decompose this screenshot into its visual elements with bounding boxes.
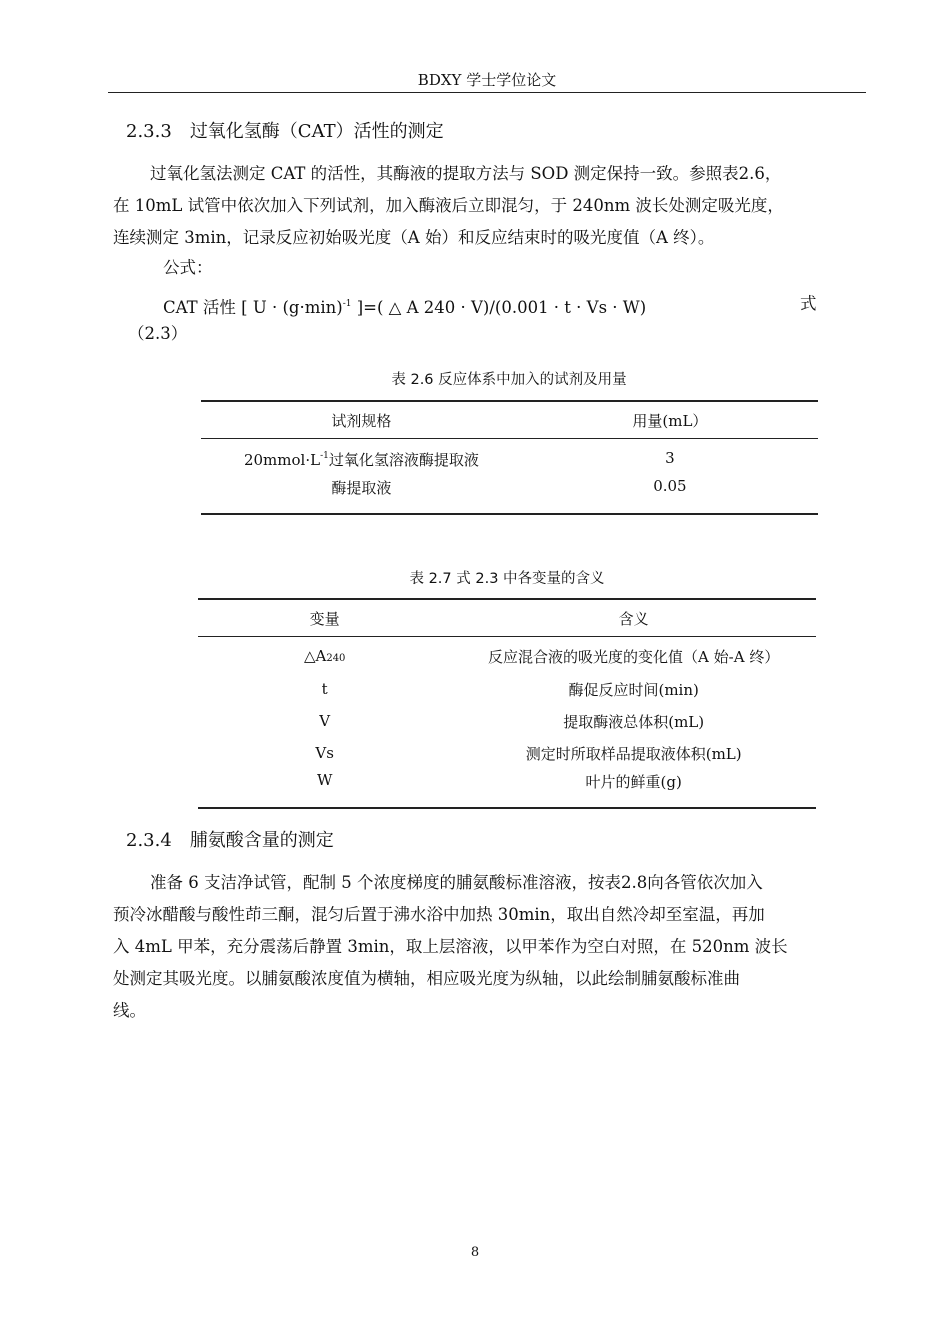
formula-right: ]=( △ A 240 · V)/(0.001 · t · Vs · W) <box>351 298 647 317</box>
table-cell: 酶促反应时间(min) <box>568 680 699 699</box>
paragraph-line-2: 在 10mL 试管中依次加入下列试剂，加入酶液后立即混匀，于 240nm 波长处测定吸光度， <box>113 196 784 215</box>
table-cell: 3 <box>665 449 675 467</box>
table-row <box>198 737 816 769</box>
variable-subscript: 240 <box>326 653 346 664</box>
table-row <box>198 673 816 705</box>
table-2-7-caption: 表 2.7 式 2.3 中各变量的含义 <box>409 571 605 587</box>
section-title: 脯氨酸含量的测定 <box>189 830 334 851</box>
column-header: 变量 <box>198 599 451 637</box>
table-cell: Vs <box>315 744 334 762</box>
section-heading-2-3-3 <box>126 120 444 144</box>
table-row <box>198 637 816 674</box>
table-row <box>201 439 818 478</box>
table-cell <box>201 439 522 478</box>
paragraph-line-1: 准备 6 支洁净试管，配制 5 个浓度梯度的脯氨酸标准溶液，按表2.8向各管依次加入 <box>150 873 763 892</box>
paragraph-line-3: 入 4mL 甲苯，充分震荡后静置 3min，取上层溶液，以甲苯作为空白对照，在 520nm 波长 <box>113 937 788 956</box>
table-cell: 反应混合液的吸光度的变化值（A 始-A 终） <box>488 647 780 666</box>
formula-tag-a: 式 <box>800 294 817 313</box>
formula <box>163 288 646 324</box>
page-number: 8 <box>470 1245 480 1260</box>
table-2-6-caption: 表 2.6 反应体系中加入的试剂及用量 <box>391 372 627 388</box>
paragraph-line-1: 过氧化氢法测定 CAT 的活性，其酶液的提取方法与 SOD 测定保持一致。参照表2.6， <box>150 164 782 183</box>
table-header-row <box>201 401 818 439</box>
table-row <box>198 705 816 737</box>
section-number: 2.3.3 <box>126 121 172 142</box>
table-cell: 叶片的鲜重(g) <box>585 773 682 791</box>
reagent-pre: 20mmol·L <box>243 450 321 469</box>
table-cell <box>198 637 451 674</box>
table-2-7 <box>198 598 816 809</box>
column-header: 用量(mL） <box>522 401 818 439</box>
section-number: 2.3.4 <box>126 830 172 851</box>
table-header-row <box>198 599 816 637</box>
table-cell: W <box>316 771 333 789</box>
table-cell: 0.05 <box>653 477 687 495</box>
table-row <box>201 477 818 514</box>
paragraph-line-4: 处测定其吸光度。以脯氨酸浓度值为横轴，相应吸光度为纵轴，以此绘制脯氨酸标准曲 <box>113 969 740 988</box>
formula-tag-b: （2.3） <box>128 324 188 343</box>
running-header <box>108 70 866 93</box>
reagent-post: 过氧化氢溶液酶提取液 <box>328 450 479 469</box>
formula-superscript: -1 <box>342 299 352 309</box>
variable-symbol: △A <box>303 647 327 665</box>
table-cell: V <box>319 712 331 730</box>
table-2-6 <box>201 400 818 515</box>
table-row <box>198 769 816 808</box>
section-title: 过氧化氢酶（CAT）活性的测定 <box>189 121 444 142</box>
table-cell: 提取酶液总体积(mL) <box>563 712 705 731</box>
paragraph-line-5: 线。 <box>113 1001 146 1020</box>
paragraph-line-2: 预冷冰醋酸与酸性茚三酮，混匀后置于沸水浴中加热 30min，取出自然冷却至室温，再加 <box>113 905 765 924</box>
table-cell: 测定时所取样品提取液体积(mL) <box>525 744 742 763</box>
formula-label: 公式： <box>163 258 213 277</box>
column-header: 试剂规格 <box>201 401 522 439</box>
section-heading-2-3-4 <box>126 829 334 853</box>
paragraph-line-3: 连续测定 3min，记录反应初始吸光度（A 始）和反应结束时的吸光度值（A 终）。 <box>113 228 715 247</box>
formula-left: CAT 活性 [ U · (g·min) <box>163 298 343 317</box>
table-cell: t <box>321 680 328 698</box>
table-cell: 酶提取液 <box>331 479 392 497</box>
column-header: 含义 <box>451 599 816 637</box>
reagent-superscript: -1 <box>320 450 329 461</box>
header-title: BDXY 学士学位论文 <box>417 71 557 89</box>
